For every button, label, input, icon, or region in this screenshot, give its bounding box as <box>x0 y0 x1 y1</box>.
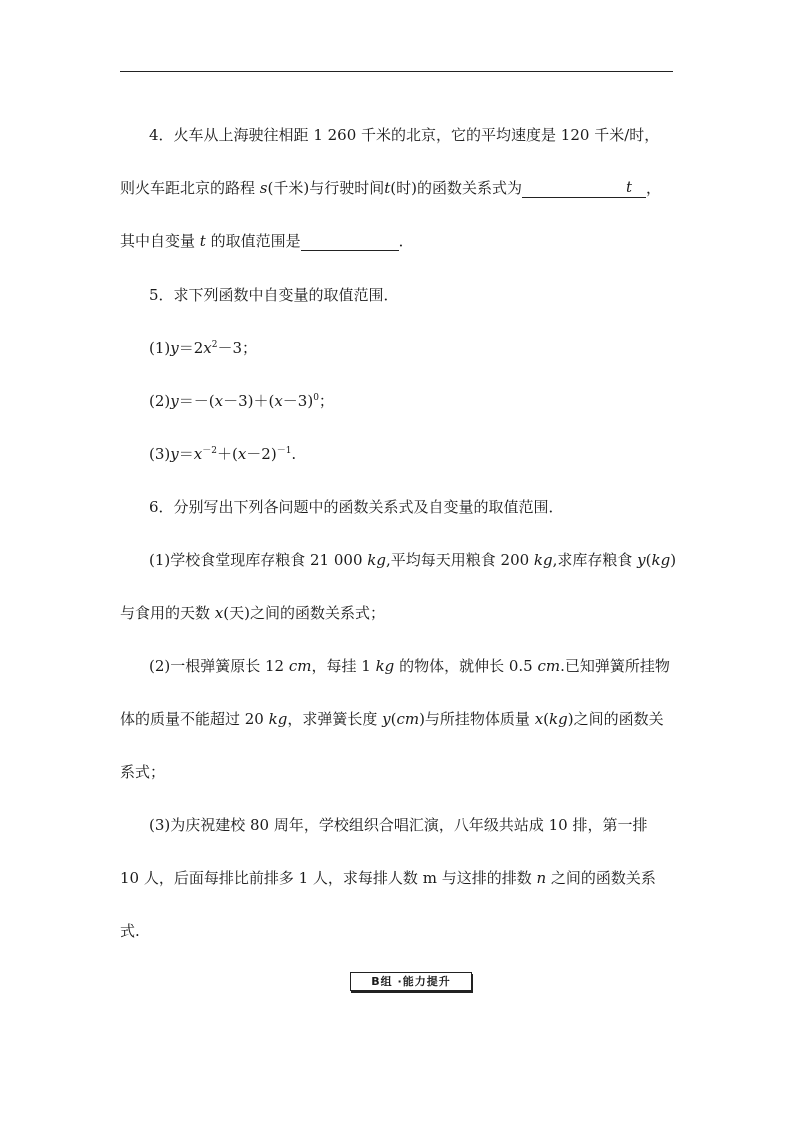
q6-text: ,求库存粮食 <box>552 551 638 569</box>
math-text: －3) <box>282 392 314 410</box>
q4-text-2b: (千米)与行驶时间 <box>267 179 385 197</box>
exponent: －2 <box>202 446 217 456</box>
var-x: x <box>193 445 203 463</box>
math-text: ＝ <box>178 445 194 463</box>
exponent: 0 <box>313 393 319 403</box>
q6-text: ，求弹簧长度 <box>287 710 383 728</box>
math-text: ＝－( <box>178 392 215 410</box>
var-x: x <box>214 604 224 622</box>
answer-blank-1-text: t <box>625 178 632 196</box>
q6-part-3-line-3 <box>120 921 140 941</box>
var-y: y <box>382 710 391 728</box>
q4-text-3-end: ． <box>398 232 414 250</box>
unit-kg: kg <box>533 551 553 569</box>
q6-text: 与食用的天数 <box>120 604 215 622</box>
unit-kg: kg <box>651 551 671 569</box>
q6-text: ( <box>645 551 652 569</box>
part-label: (2) <box>149 392 171 410</box>
unit-kg: kg <box>268 710 288 728</box>
q6-part-1-line-2 <box>120 603 385 623</box>
unit-cm: cm <box>537 657 561 675</box>
q6-text: 式. <box>120 922 140 940</box>
math-text: －3； <box>217 339 258 357</box>
part-label: (1) <box>149 339 171 357</box>
q6-text: 之间的函数关系 <box>546 869 656 887</box>
answer-blank-1[interactable] <box>522 180 646 198</box>
var-s: s <box>259 179 268 197</box>
q6-text: (3)为庆祝建校 80 周年，学校组织合唱汇演，八年级共站成 10 排，第一排 <box>149 816 648 834</box>
math-text: . <box>291 445 297 463</box>
var-y: y <box>170 392 179 410</box>
q6-text: )与所挂物体质量 <box>419 710 535 728</box>
q6-text: (天)之间的函数关系式； <box>223 604 385 622</box>
q5-part-2 <box>149 391 334 411</box>
unit-cm: cm <box>396 710 420 728</box>
q4-text-3b: 的取值范围是 <box>205 232 301 250</box>
math-text: ； <box>318 392 334 410</box>
answer-blank-2[interactable] <box>301 233 399 251</box>
var-x: x <box>214 392 224 410</box>
var-t: t <box>384 179 391 197</box>
math-text: ＋( <box>216 445 238 463</box>
q6-text: ，每挂 1 <box>311 657 376 675</box>
q5-title <box>149 285 399 305</box>
q4-text-3a: 其中自变量 <box>120 232 200 250</box>
q6-text: (1)学校食堂现库存粮食 21 000 <box>149 551 368 569</box>
section-badge-label: B组 ·能力提升 <box>371 975 451 988</box>
var-y: y <box>637 551 646 569</box>
q6-text: ( <box>390 710 397 728</box>
var-x: x <box>534 710 544 728</box>
q6-text: (2)一根弹簧原长 12 <box>149 657 289 675</box>
q6-text: ) <box>670 551 677 569</box>
q5-part-3 <box>149 444 296 464</box>
q6-part-1-line-1 <box>149 550 676 570</box>
q6-text: ( <box>543 710 550 728</box>
var-y: y <box>170 339 179 357</box>
q6-text: ,平均每天用粮食 200 <box>385 551 534 569</box>
q4-line-1 <box>149 125 659 145</box>
math-text: －2) <box>246 445 277 463</box>
q6-text: )之间的函数关 <box>567 710 664 728</box>
var-x: x <box>203 339 212 357</box>
q6-title <box>149 497 564 517</box>
q5-part-1 <box>149 338 257 358</box>
q6-text: 10 人，后面每排比前排多 1 人，求每排人数 m 与这排的排数 <box>120 869 537 887</box>
math-text: ＝2 <box>178 339 204 357</box>
q6-title-text: 6．分别写出下列各问题中的函数关系式及自变量的取值范围． <box>149 498 564 516</box>
unit-cm: cm <box>288 657 312 675</box>
section-badge <box>350 972 472 991</box>
var-n: n <box>536 869 547 887</box>
part-label: (3) <box>149 445 171 463</box>
var-y: y <box>170 445 179 463</box>
q6-part-3-line-2 <box>120 868 656 888</box>
q6-part-2-line-3 <box>120 762 165 782</box>
q6-part-2-line-2 <box>120 709 664 729</box>
q4-text-1: 4．火车从上海驶往相距 1 260 千米的北京，它的平均速度是 120 千米/时， <box>149 126 660 144</box>
unit-kg: kg <box>375 657 395 675</box>
q5-title-text: 5．求下列函数中自变量的取值范围． <box>149 286 399 304</box>
header-rule <box>120 71 673 72</box>
math-text: －3)＋( <box>223 392 275 410</box>
var-x: x <box>237 445 247 463</box>
unit-kg: kg <box>367 551 386 569</box>
exponent: 2 <box>211 340 218 350</box>
unit-kg: kg <box>549 710 568 728</box>
var-t: t <box>199 232 206 250</box>
q6-text: 体的质量不能超过 20 <box>120 710 269 728</box>
var-x: x <box>274 392 283 410</box>
q4-text-2-end: ， <box>645 179 661 197</box>
q6-text: 系式； <box>120 763 166 781</box>
exponent: －1 <box>276 446 292 456</box>
q6-text: 的物体，就伸长 0.5 <box>394 657 538 675</box>
q4-line-3 <box>120 231 414 251</box>
q4-text-2c: (时)的函数关系式为 <box>390 179 522 197</box>
q6-part-2-line-1 <box>149 656 670 676</box>
q4-line-2 <box>120 178 661 198</box>
q6-text: .已知弹簧所挂物 <box>560 657 670 675</box>
q4-text-2a: 则火车距北京的路程 <box>120 179 260 197</box>
q6-part-3-line-1 <box>149 815 648 835</box>
